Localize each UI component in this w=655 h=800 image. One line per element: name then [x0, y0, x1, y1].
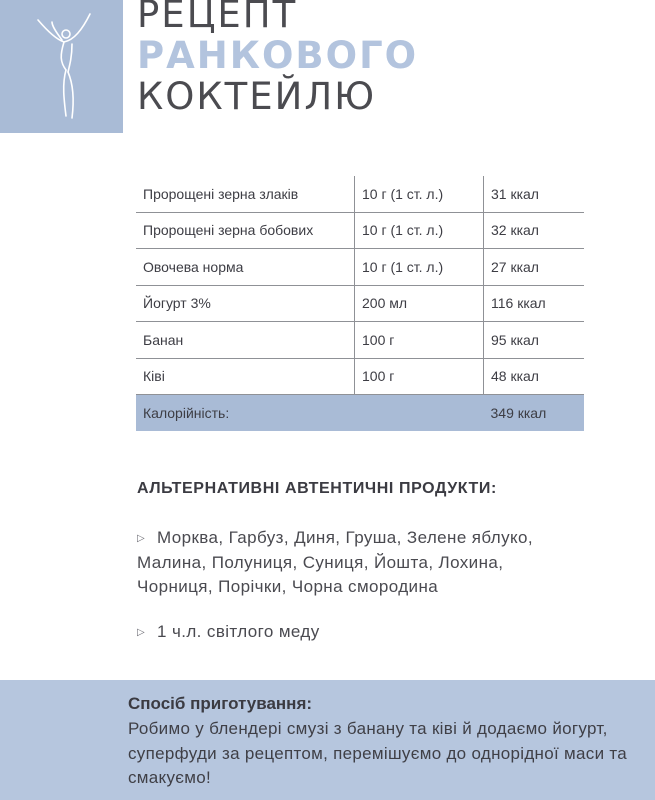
list-item [137, 526, 577, 599]
alternatives-heading: АЛЬТЕРНАТИВНІ АВТЕНТИЧНІ ПРОДУКТИ: [137, 480, 497, 497]
logo [0, 0, 123, 133]
table-row [136, 212, 584, 249]
ingredient-name: Йогурт 3% [136, 285, 355, 322]
ingredients-table [136, 176, 584, 431]
ingredient-name: Ківі [136, 358, 355, 395]
ingredient-kcal: 32 ккал [484, 212, 585, 249]
title-line-1: РЕЦЕПТ [137, 0, 298, 36]
ingredient-kcal: 95 ккал [484, 322, 585, 359]
table-row [136, 176, 584, 212]
total-kcal: 349 ккал [484, 395, 585, 431]
dancing-woman-silhouette-icon [0, 0, 123, 133]
ingredient-amount: 10 г (1 ст. л.) [355, 212, 484, 249]
ingredient-amount: 100 г [355, 358, 484, 395]
ingredient-name: Банан [136, 322, 355, 359]
ingredient-amount: 10 г (1 ст. л.) [355, 176, 484, 212]
title-line-2: РАНКОВОГО [137, 34, 419, 77]
triangle-right-outline-icon: ▷ [137, 627, 146, 638]
ingredient-name: Пророщені зерна бобових [136, 212, 355, 249]
table-row [136, 285, 584, 322]
ingredient-kcal: 27 ккал [484, 249, 585, 286]
ingredient-amount: 100 г [355, 322, 484, 359]
title-line-3: КОКТЕЙЛЮ [137, 75, 377, 118]
total-row [136, 395, 584, 431]
ingredient-amount: 200 мл [355, 285, 484, 322]
triangle-right-outline-icon: ▷ [137, 533, 146, 544]
method-heading: Спосіб приготування: [128, 694, 313, 713]
ingredient-name: Овочева норма [136, 249, 355, 286]
list-item [137, 620, 320, 645]
ingredient-name: Пророщені зерна злаків [136, 176, 355, 212]
method-text: Робимо у блендері смузі з банану та ківі й додаємо йогурт, суперфуди за рецептом, перемішуємо до однорідної маси та смакуємо! [128, 719, 628, 787]
ingredient-amount: 10 г (1 ст. л.) [355, 249, 484, 286]
table-row [136, 322, 584, 359]
table-row [136, 249, 584, 286]
total-label: Калорійність: [136, 395, 484, 431]
ingredient-kcal: 48 ккал [484, 358, 585, 395]
ingredient-kcal: 31 ккал [484, 176, 585, 212]
ingredient-kcal: 116 ккал [484, 285, 585, 322]
page-title [137, 0, 418, 117]
list-item-text: 1 ч.л. світлого меду [157, 622, 320, 641]
list-item-text: Морква, Гарбуз, Диня, Груша, Зелене яблуко, Малина, Полуниця, Суниця, Йошта, Лохина, Чорниця, Порічки, Чорна смородина [137, 528, 534, 596]
table-row [136, 358, 584, 395]
